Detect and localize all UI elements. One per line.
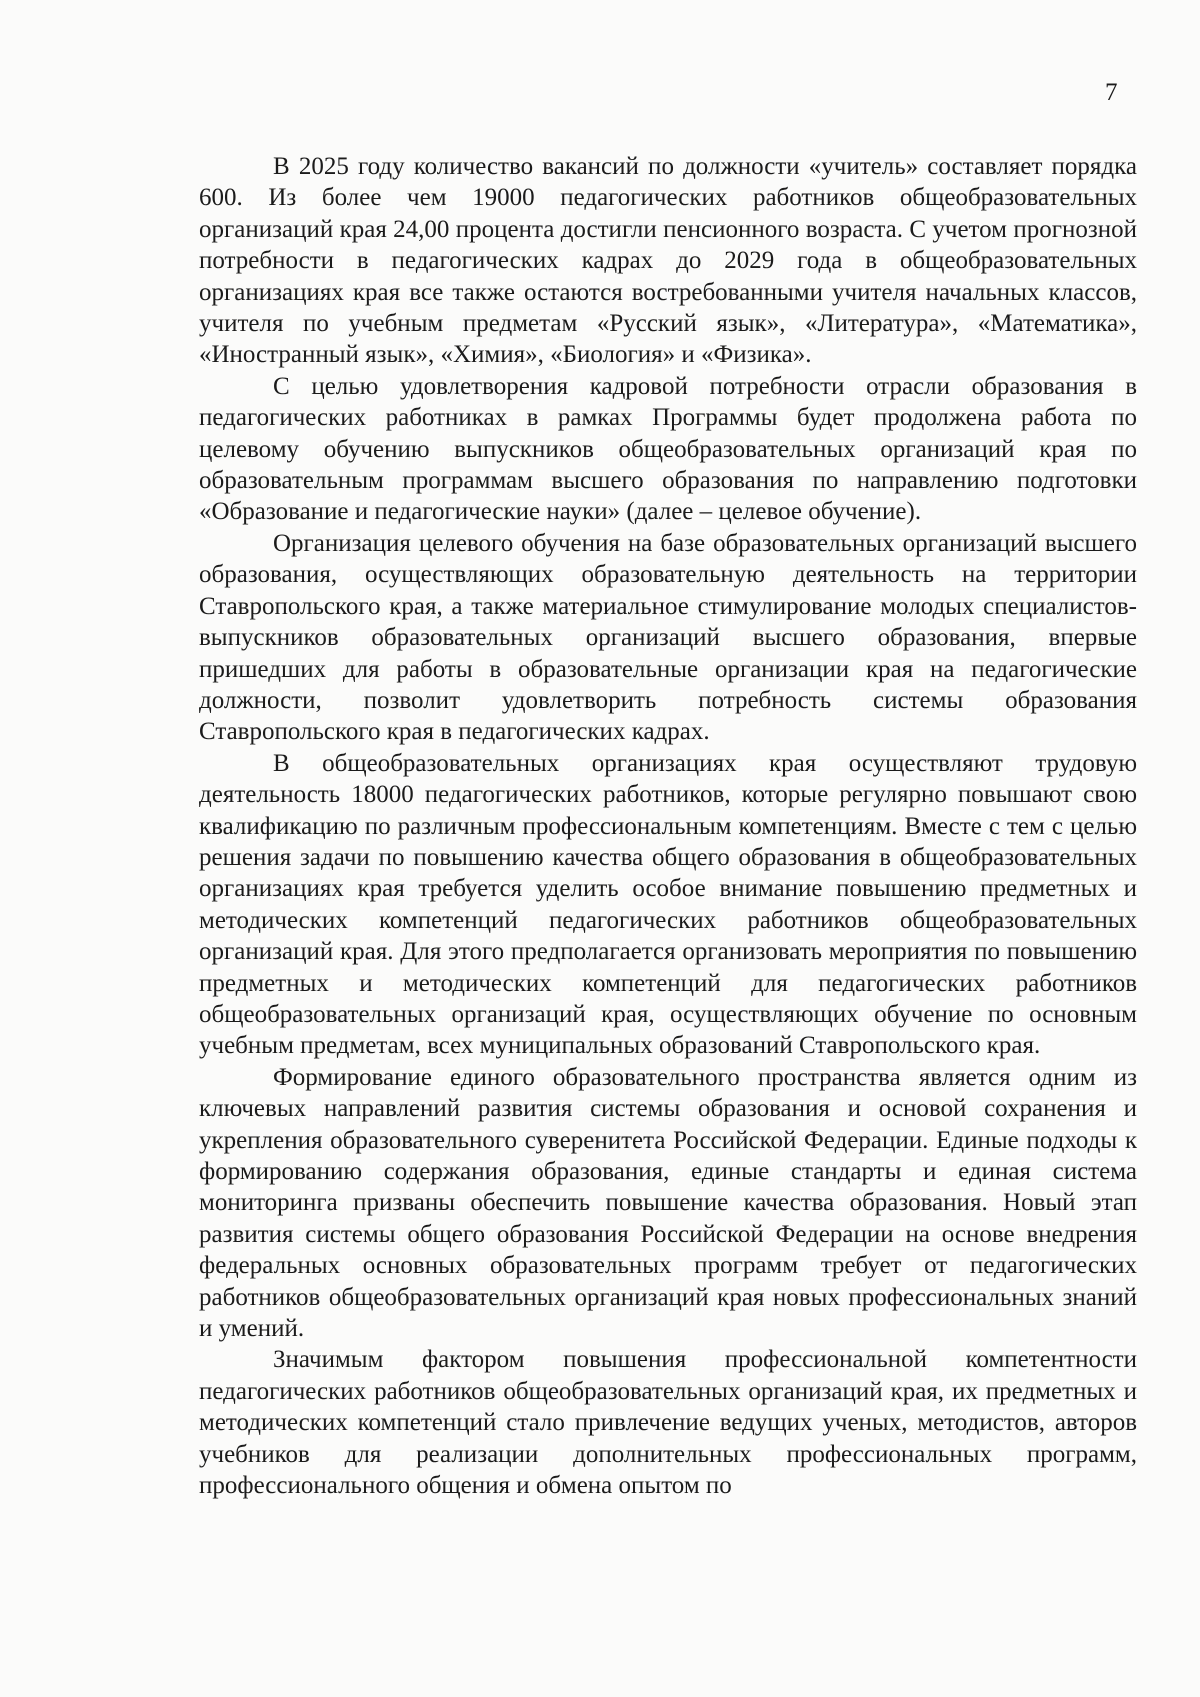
paragraph: С целью удовлетворения кадровой потребности отрасли образования в педагогических работниках в рамках Программы будет продолжена работа по целевому обучению выпускников общеобразовательных организаций края по образовательным программам высшего образования по направлению подготовки «Образование и педагогические науки» (далее – целевое обучение).	[199, 372, 1137, 526]
paragraph: В 2025 году количество вакансий по должности «учитель» составляет порядка 600. Из более чем 19000 педагогических работников общеобразовательных организаций края 24,00 процента достигли пенсионного возраста. С учетом прогнозной потребности в педагогических кадрах до 2029 года в общеобразовательных организациях края все также остаются востребованными учителя начальных классов, учителя по учебным предметам «Русский язык», «Литература», «Математика», «Иностранный язык», «Химия», «Биология» и «Физика».	[199, 153, 1137, 369]
page-number: 7	[1105, 79, 1118, 106]
paragraph: Организация целевого обучения на базе образовательных организаций высшего образования, осуществляющих образовательную деятельность на территории Ставропольского края, а также материальное стимулирование молодых специалистов-выпускников образовательных организаций высшего образования, впервые пришедших для работы в образовательные организации края на педагогические должности, позволит удовлетворить потребность системы образования Ставропольского края в педагогических кадрах.	[199, 529, 1137, 746]
paragraph: Формирование единого образовательного пространства является одним из ключевых направлений развития системы образования и основой сохранения и укрепления образовательного суверенитета Российской Федерации. Единые подходы к формированию содержания образования, единые стандарты и единая система мониторинга призваны обеспечить повышение качества образования. Новый этап развития системы общего образования Российской Федерации на основе внедрения федеральных основных образовательных программ требует от педагогических работников общеобразовательных организаций края новых профессиональных знаний и умений.	[199, 1063, 1137, 1343]
paragraph: В общеобразовательных организациях края осуществляют трудовую деятельность 18000 педагогических работников, которые регулярно повышают свою квалификацию по различным профессиональным компетенциям. Вместе с тем с целью решения задачи по повышению качества общего образования в общеобразовательных организациях края требуется уделить особое внимание повышению предметных и методических компетенций педагогических работников общеобразовательных организаций края. Для этого предполагается организовать мероприятия по повышению предметных и методических компетенций для педагогических работников общеобразовательных организаций края, осуществляющих обучение по основным учебным предметам, всех муниципальных образований Ставропольского края.	[199, 749, 1137, 1060]
paragraph: Значимым фактором повышения профессиональной компетентности педагогических работников общеобразовательных организаций края, их предметных и методических компетенций стало привлечение ведущих ученых, методистов, авторов учебников для реализации дополнительных профессиональных программ, профессионального общения и обмена опытом по	[199, 1346, 1137, 1500]
body-text	[199, 151, 1137, 1501]
